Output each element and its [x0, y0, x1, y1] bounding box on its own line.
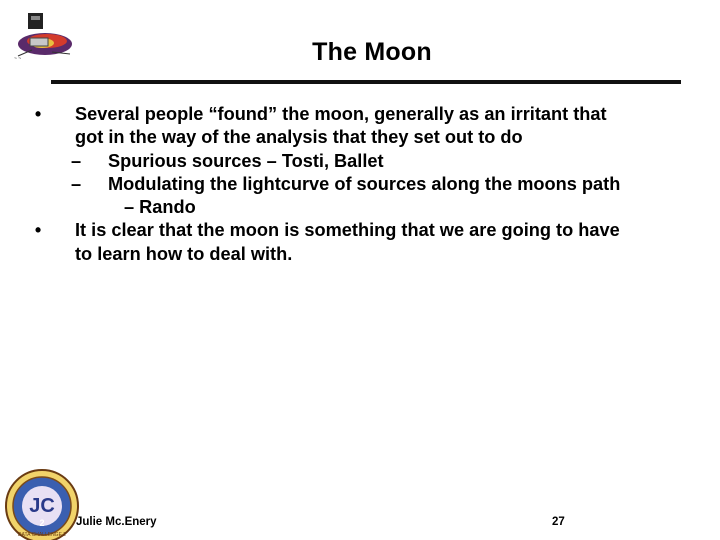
sub-bullet-item	[28, 150, 688, 173]
title-divider	[51, 80, 681, 84]
bullet-marker: •	[34, 220, 42, 241]
sub-bullet-text-line: Spurious sources – Tosti, Ballet	[108, 150, 384, 171]
sub-bullet-marker: –	[71, 150, 82, 171]
svg-text:2: 2	[39, 518, 45, 528]
bullet-item	[28, 219, 688, 266]
sub-bullet-text-line: – Rando	[124, 197, 196, 218]
bullet-marker: •	[34, 104, 42, 124]
page-number: 27	[552, 516, 565, 528]
challenge-patch-logo	[2, 466, 82, 540]
bullet-text-line: It is clear that the moon is something that we are going to have	[75, 220, 620, 241]
bullet-text-line: Several people “found” the moon, generally as an irritant that	[75, 104, 607, 124]
bullet-text-line: to learn how to deal with.	[75, 243, 293, 264]
footer-author: Julie Mc.Enery	[76, 516, 157, 528]
svg-text:JC: JC	[29, 495, 55, 517]
slide-title: The Moon	[312, 38, 432, 66]
sub-bullet-marker: –	[71, 173, 82, 194]
slide-content	[28, 103, 688, 266]
sub-bullet-text-line: Modulating the lightcurve of sources along the moons path	[108, 173, 621, 194]
bullet-text-line: got in the way of the analysis that they set out to do	[75, 127, 523, 148]
bullet-item	[28, 103, 688, 150]
svg-text:~ ~: ~ ~	[14, 56, 22, 62]
sub-bullet-item	[28, 173, 688, 220]
patch-text: DATA CHALLENGE 2	[17, 532, 67, 538]
